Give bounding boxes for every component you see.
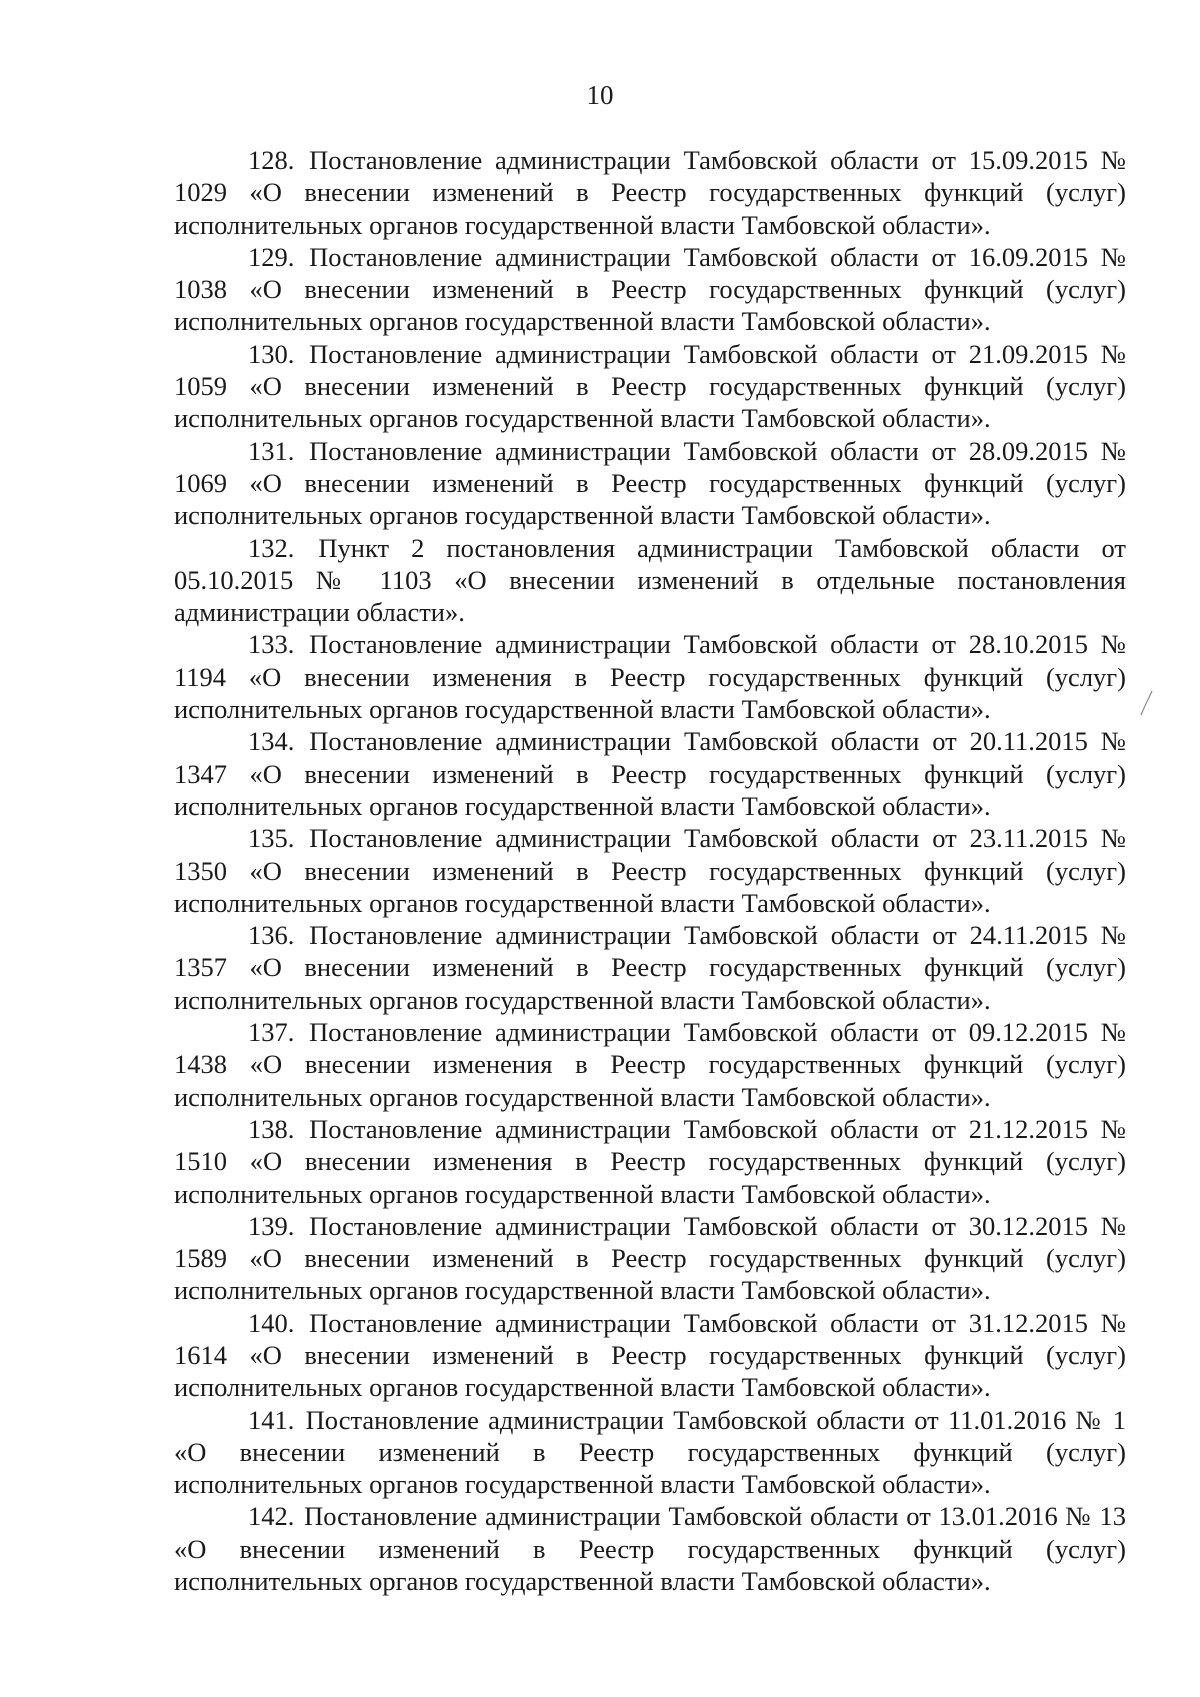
list-item — [174, 1307, 1126, 1404]
item-text: Постановление администрации Тамбовской области от 24.11.2015 № 1357 «О внесении изменений в Реестр государственных функций (услуг) исполнительных органов государственной власти Тамбовской области». — [174, 920, 1127, 1015]
list-item — [174, 144, 1126, 241]
list-item — [174, 532, 1126, 629]
item-text: Постановление администрации Тамбовской области от 11.01.2016 № 1 «О внесении изменений в Реестр государственных функций (услуг) исполнительных органов государственной власти Тамбовской области». — [174, 1404, 1127, 1500]
list-item — [174, 628, 1126, 725]
pen-mark-decoration — [1140, 690, 1154, 716]
item-number: 129. — [248, 241, 295, 272]
item-text: Постановление администрации Тамбовской области от 30.12.2015 № 1589 «О внесении изменений в Реестр государственных функций (услуг) исполнительных органов государственной власти Тамбовской области». — [174, 1210, 1127, 1306]
item-number: 131. — [248, 435, 295, 466]
item-number: 133. — [248, 629, 295, 660]
item-text: Постановление администрации Тамбовской области от 13.01.2016 № 13 «О внесении изменений в Реестр государственных функций (услуг) исполнительных органов государственной власти Тамбовской области». — [174, 1501, 1126, 1597]
list-item — [174, 338, 1126, 435]
item-number: 135. — [248, 823, 295, 854]
item-number: 140. — [248, 1307, 295, 1338]
item-text: Постановление администрации Тамбовской области от 16.09.2015 № 1038 «О внесении изменений в Реестр государственных функций (услуг) исполнительных органов государственной власти Тамбовской области». — [174, 241, 1127, 337]
item-text: Постановление администрации Тамбовской области от 21.12.2015 № 1510 «О внесении изменения в Реестр государственных функций (услуг) исполнительных органов государственной власти Тамбовской области». — [174, 1113, 1127, 1209]
item-text: Постановление администрации Тамбовской области от 15.09.2015 № 1029 «О внесении изменений в Реестр государственных функций (услуг) исполнительных органов государственной власти Тамбовской области». — [174, 145, 1127, 240]
item-text: Пункт 2 постановления администрации Тамбовской области от 05.10.2015 № 1103 «О внесении изменений в отдельные постановления администрации области». — [174, 532, 1126, 628]
list-item — [174, 435, 1126, 532]
item-number: 142. — [248, 1501, 295, 1532]
page-number: 10 — [586, 80, 614, 110]
list-item — [174, 822, 1126, 919]
list-item — [174, 725, 1126, 822]
item-number: 137. — [248, 1017, 295, 1048]
list-item — [174, 1404, 1126, 1501]
item-number: 130. — [248, 338, 295, 369]
list-item — [174, 1016, 1126, 1113]
list-item — [174, 1500, 1126, 1597]
item-text: Постановление администрации Тамбовской области от 28.10.2015 № 1194 «О внесении изменения в Реестр государственных функций (услуг) исполнительных органов государственной власти Тамбовской области». — [174, 629, 1127, 725]
item-number: 128. — [248, 145, 295, 175]
item-number: 134. — [248, 726, 295, 757]
item-number: 141. — [248, 1404, 295, 1435]
list-item — [174, 919, 1126, 1016]
list-item — [174, 241, 1126, 338]
item-number: 132. — [248, 532, 295, 563]
item-text: Постановление администрации Тамбовской области от 20.11.2015 № 1347 «О внесении изменений в Реестр государственных функций (услуг) исполнительных органов государственной власти Тамбовской области». — [174, 726, 1127, 821]
item-number: 136. — [248, 920, 295, 951]
item-text: Постановление администрации Тамбовской области от 09.12.2015 № 1438 «О внесении изменения в Реестр государственных функций (услуг) исполнительных органов государственной власти Тамбовской области». — [174, 1017, 1127, 1112]
item-text: Постановление администрации Тамбовской области от 28.09.2015 № 1069 «О внесении изменений в Реестр государственных функций (услуг) исполнительных органов государственной власти Тамбовской области». — [174, 435, 1127, 531]
item-number: 139. — [248, 1210, 295, 1241]
list-item — [174, 1113, 1126, 1210]
item-text: Постановление администрации Тамбовской области от 23.11.2015 № 1350 «О внесении изменений в Реестр государственных функций (услуг) исполнительных органов государственной власти Тамбовской области». — [174, 823, 1127, 918]
list-item — [174, 1210, 1126, 1307]
document-list — [174, 144, 1126, 1597]
item-number: 138. — [248, 1113, 295, 1144]
item-text: Постановление администрации Тамбовской области от 21.09.2015 № 1059 «О внесении изменений в Реестр государственных функций (услуг) исполнительных органов государственной власти Тамбовской области». — [174, 338, 1127, 434]
item-text: Постановление администрации Тамбовской области от 31.12.2015 № 1614 «О внесении изменений в Реестр государственных функций (услуг) исполнительных органов государственной власти Тамбовской области». — [174, 1307, 1127, 1403]
